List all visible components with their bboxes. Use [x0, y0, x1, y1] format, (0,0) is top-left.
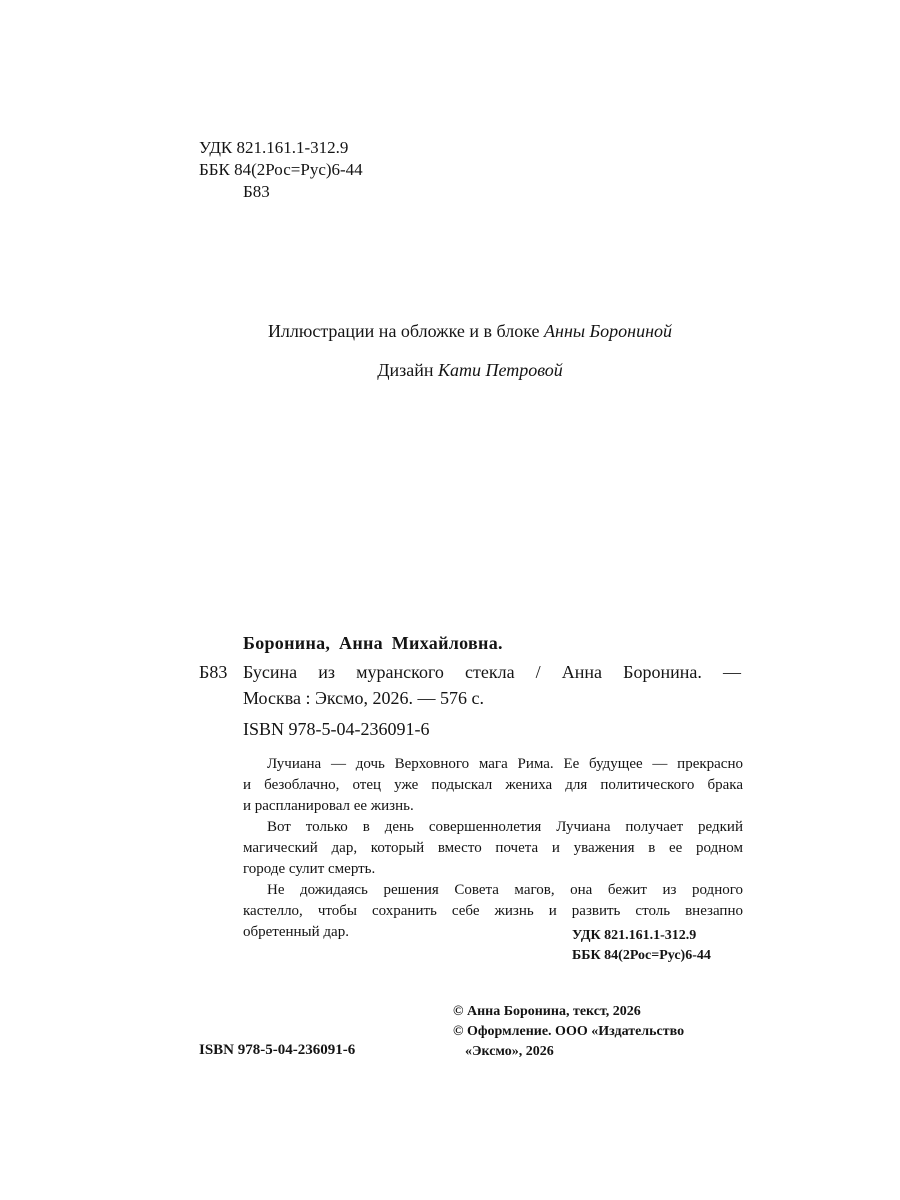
catalog-author-heading: Боронина, Анна Михайловна. — [243, 633, 503, 653]
annotation-line: магический дар, который вместо почета и уважения в ее родном — [243, 840, 743, 856]
annotation-paragraph-1 — [243, 754, 743, 817]
catalog-isbn: ISBN 978-5-04-236091-6 — [243, 719, 430, 739]
udk-code-bottom: УДК 821.161.1-312.9 — [572, 928, 697, 943]
design-prefix: Дизайн — [377, 360, 434, 380]
illustrator-name: Анны Борониной — [544, 321, 673, 341]
annotation — [243, 754, 743, 943]
catalog-title-line-2: Москва : Эксмо, 2026. — 576 с. — [243, 688, 485, 708]
copyright-text: © Анна Боронина, текст, 2026 — [453, 1004, 641, 1019]
designer-name: Кати Петровой — [438, 360, 563, 380]
annotation-line: Лучиана — дочь Верховного мага Рима. Ее будущее — прекрасно — [267, 756, 743, 772]
footer-isbn: ISBN 978-5-04-236091-6 — [199, 1042, 356, 1058]
copyright-design-line-2: «Эксмо», 2026 — [465, 1044, 554, 1059]
catalog-title-line-1: Бусина из муранского стекла / Анна Боронина. — — [243, 662, 741, 682]
udk-code-top: УДК 821.161.1-312.9 — [199, 138, 349, 157]
annotation-line: городе сулит смерть. — [243, 861, 376, 877]
illustrations-prefix: Иллюстрации на обложке и в блоке — [267, 321, 540, 341]
author-mark-top: Б83 — [243, 182, 270, 201]
design-credit — [0, 360, 900, 381]
bbk-code-bottom: ББК 84(2Рос=Рус)6-44 — [572, 948, 711, 963]
annotation-line: кастелло, чтобы сохранить себе жизнь и развить столь внезапно — [243, 903, 743, 919]
catalog-author-mark: Б83 — [199, 662, 228, 682]
bbk-code-top: ББК 84(2Рос=Рус)6-44 — [199, 160, 363, 179]
annotation-paragraph-2 — [243, 817, 743, 880]
illustrations-credit — [0, 321, 900, 342]
annotation-line: Не дожидаясь решения Совета магов, она бежит из родного — [267, 882, 743, 898]
copyright-design-line-1: © Оформление. ООО «Издательство — [453, 1024, 685, 1039]
annotation-line: и безоблачно, отец уже подыскал жениха для политического брака — [243, 777, 743, 793]
annotation-line: Вот только в день совершеннолетия Лучиана получает редкий — [267, 819, 743, 835]
annotation-line: обретенный дар. — [243, 924, 349, 940]
annotation-line: и распланировал ее жизнь. — [243, 798, 414, 814]
